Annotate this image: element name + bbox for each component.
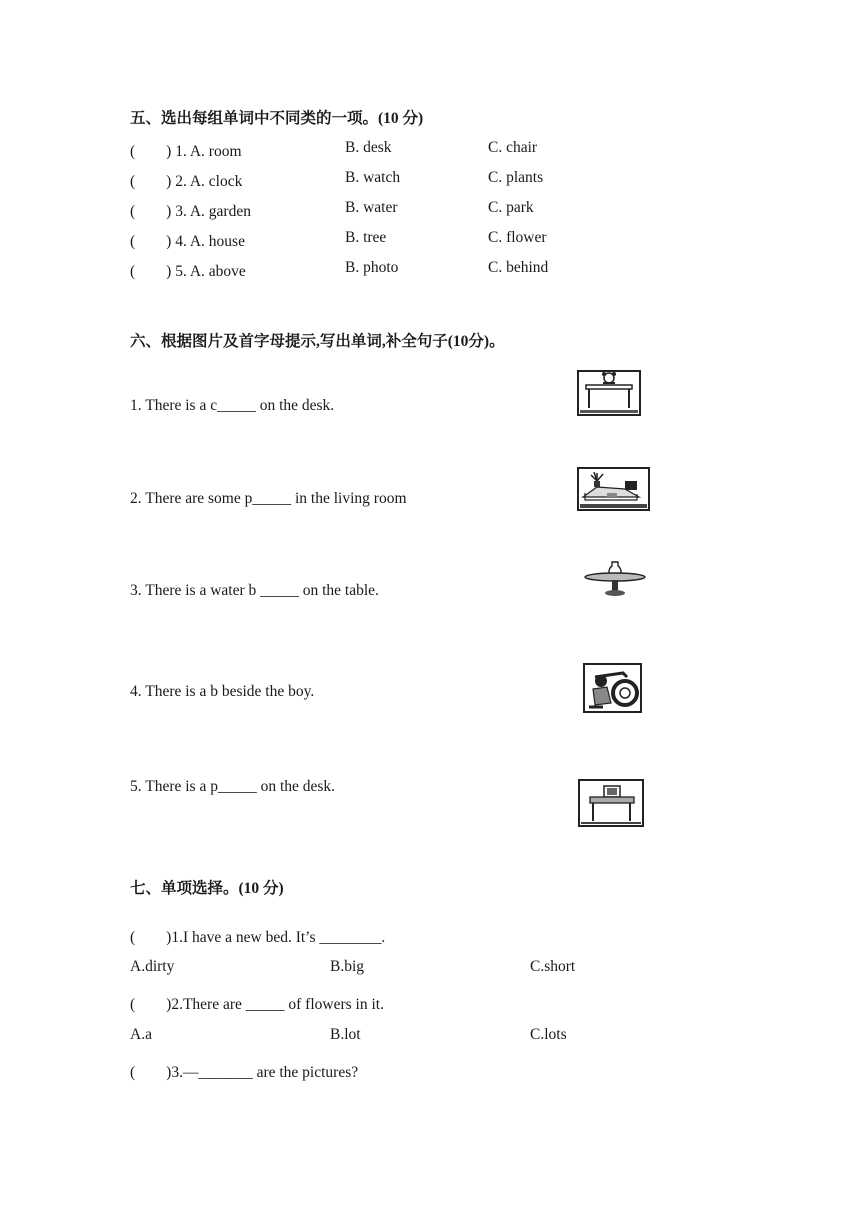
s5-q3-option-b: B. water	[345, 199, 398, 216]
section-5-heading: 五、选出每组单词中不同类的一项。(10 分)	[130, 110, 424, 127]
s5-q3-prefix: ( ) 3. A. garden	[130, 203, 251, 220]
s5-q2-option-c: C. plants	[488, 169, 544, 186]
s5-q2-option-b: B. watch	[345, 169, 401, 186]
s5-q5-option-c: C. behind	[488, 259, 549, 276]
s5-q4-option-b: B. tree	[345, 229, 387, 246]
living-room-plants-icon	[577, 467, 650, 511]
s5-q5-option-b: B. photo	[345, 259, 399, 276]
s5-q4-option-c: C. flower	[488, 229, 547, 246]
section-6-heading: 六、根据图片及首字母提示,写出单词,补全句子(10分)。	[130, 333, 505, 350]
photo-on-desk-icon	[578, 779, 644, 827]
s7-q2-option-a: A.a	[130, 1026, 152, 1043]
section-7-heading: 七、单项选择。(10 分)	[130, 880, 284, 897]
s5-q3-option-c: C. park	[488, 199, 534, 216]
s7-q3-stem: ( )3.—_______ are the pictures?	[130, 1064, 359, 1081]
bottle-on-table-icon	[583, 558, 647, 598]
s6-item-2-text: 2. There are some p_____ in the living room	[130, 490, 407, 507]
s6-item-5-text: 5. There is a p_____ on the desk.	[130, 778, 336, 795]
s7-q1-stem: ( )1.I have a new bed. It’s ________.	[130, 929, 386, 946]
boy-with-bike-icon	[583, 663, 642, 713]
s6-item-1-text: 1. There is a c_____ on the desk.	[130, 397, 335, 414]
s5-q4-prefix: ( ) 4. A. house	[130, 233, 245, 250]
s7-q1-option-a: A.dirty	[130, 958, 175, 975]
s5-q1-option-c: C. chair	[488, 139, 538, 156]
s5-q2-prefix: ( ) 2. A. clock	[130, 173, 243, 190]
s7-q1-option-c: C.short	[530, 958, 576, 975]
s7-q2-stem: ( )2.There are _____ of flowers in it.	[130, 996, 384, 1013]
s6-item-4-text: 4. There is a b beside the boy.	[130, 683, 315, 700]
s6-item-3-text: 3. There is a water b _____ on the table.	[130, 582, 379, 599]
s7-q2-option-b: B.lot	[330, 1026, 361, 1043]
s7-q2-option-c: C.lots	[530, 1026, 567, 1043]
s7-q1-option-b: B.big	[330, 958, 365, 975]
s5-q1-option-b: B. desk	[345, 139, 392, 156]
s5-q5-prefix: ( ) 5. A. above	[130, 263, 246, 280]
clock-on-desk-icon	[577, 370, 641, 416]
s5-q1-prefix: ( ) 1. A. room	[130, 143, 242, 160]
